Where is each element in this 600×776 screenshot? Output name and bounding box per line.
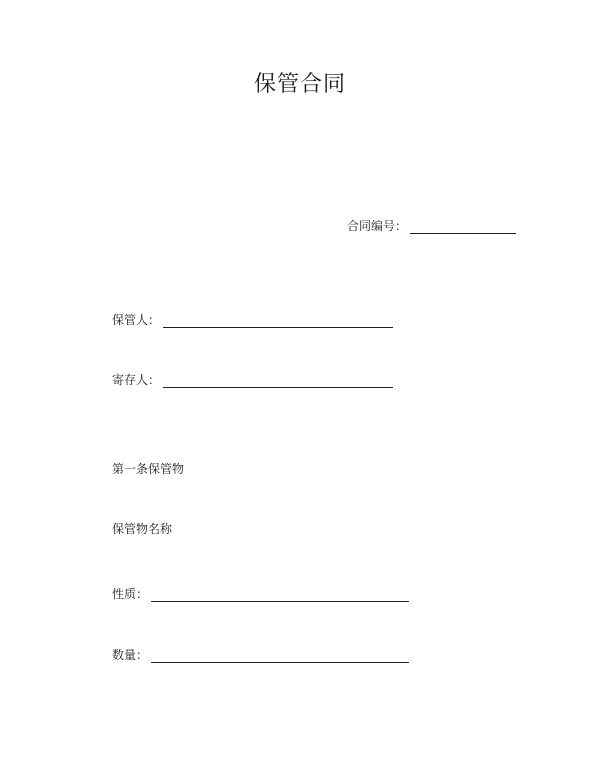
quantity-label: 数量： (112, 648, 149, 662)
quantity-field (112, 643, 409, 663)
depositor-blank[interactable] (163, 373, 393, 388)
keeper-label: 保管人： (112, 313, 161, 327)
article-1-heading: 第一条保管物 (112, 462, 185, 476)
keeper-field (112, 308, 393, 328)
nature-field (112, 582, 409, 602)
nature-label: 性质： (112, 587, 149, 601)
quantity-blank[interactable] (151, 648, 409, 663)
document-title: 保管合同 (253, 72, 346, 97)
nature-blank[interactable] (151, 587, 409, 602)
item-name-label: 保管物名称 (112, 522, 173, 536)
depositor-label: 寄存人： (112, 373, 161, 387)
contract-number-field (347, 214, 516, 234)
contract-number-label: 合同编号： (347, 219, 408, 233)
contract-number-blank[interactable] (410, 219, 516, 234)
depositor-field (112, 368, 393, 388)
keeper-blank[interactable] (163, 313, 393, 328)
